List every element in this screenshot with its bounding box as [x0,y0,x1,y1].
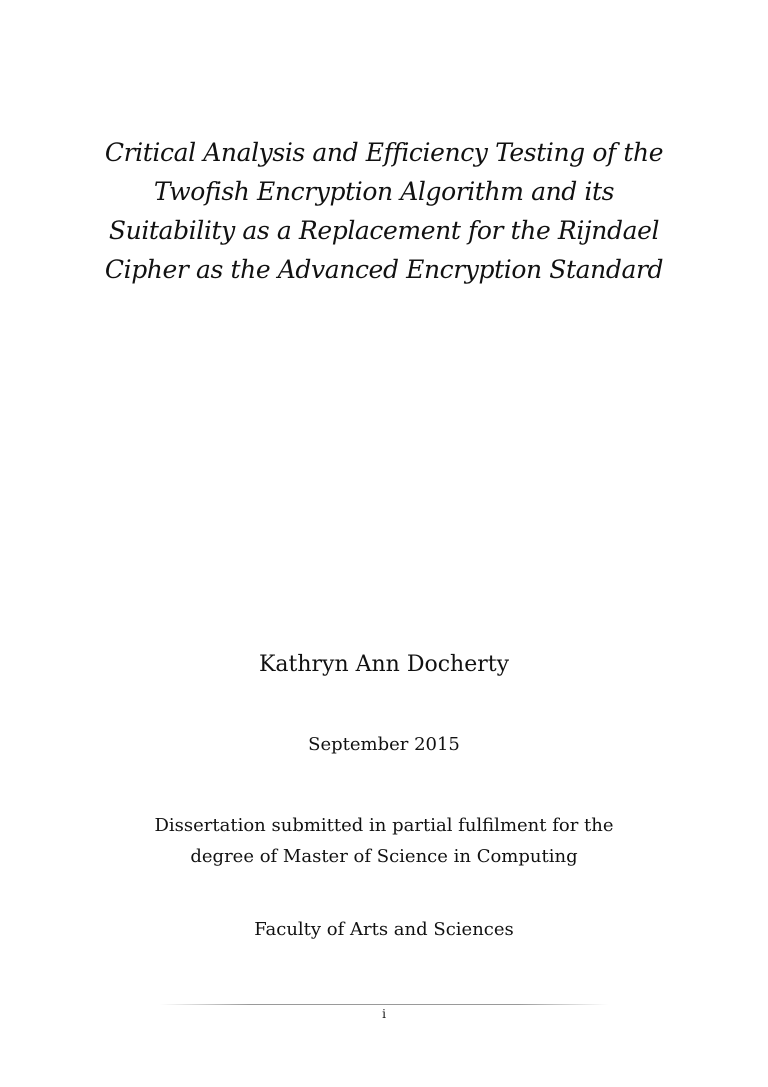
author-name: Kathryn Ann Docherty [258,652,510,677]
statement-line: Dissertation submitted in partial fulfilment for the [154,815,614,836]
dissertation-title [60,133,708,289]
degree-statement [60,810,708,872]
submission-date: September 2015 [308,734,460,755]
title-line: Suitability as a Replacement for the Rijndael [108,216,660,245]
page-number: i [382,1007,386,1021]
footer-divider [160,1004,608,1005]
title-line: Critical Analysis and Efficiency Testing of the [104,138,664,167]
title-line: Twofish Encryption Algorithm and its [153,177,615,206]
statement-line: degree of Master of Science in Computing [190,846,578,867]
title-line: Cipher as the Advanced Encryption Standard [104,255,664,284]
faculty-name: Faculty of Arts and Sciences [254,919,514,940]
